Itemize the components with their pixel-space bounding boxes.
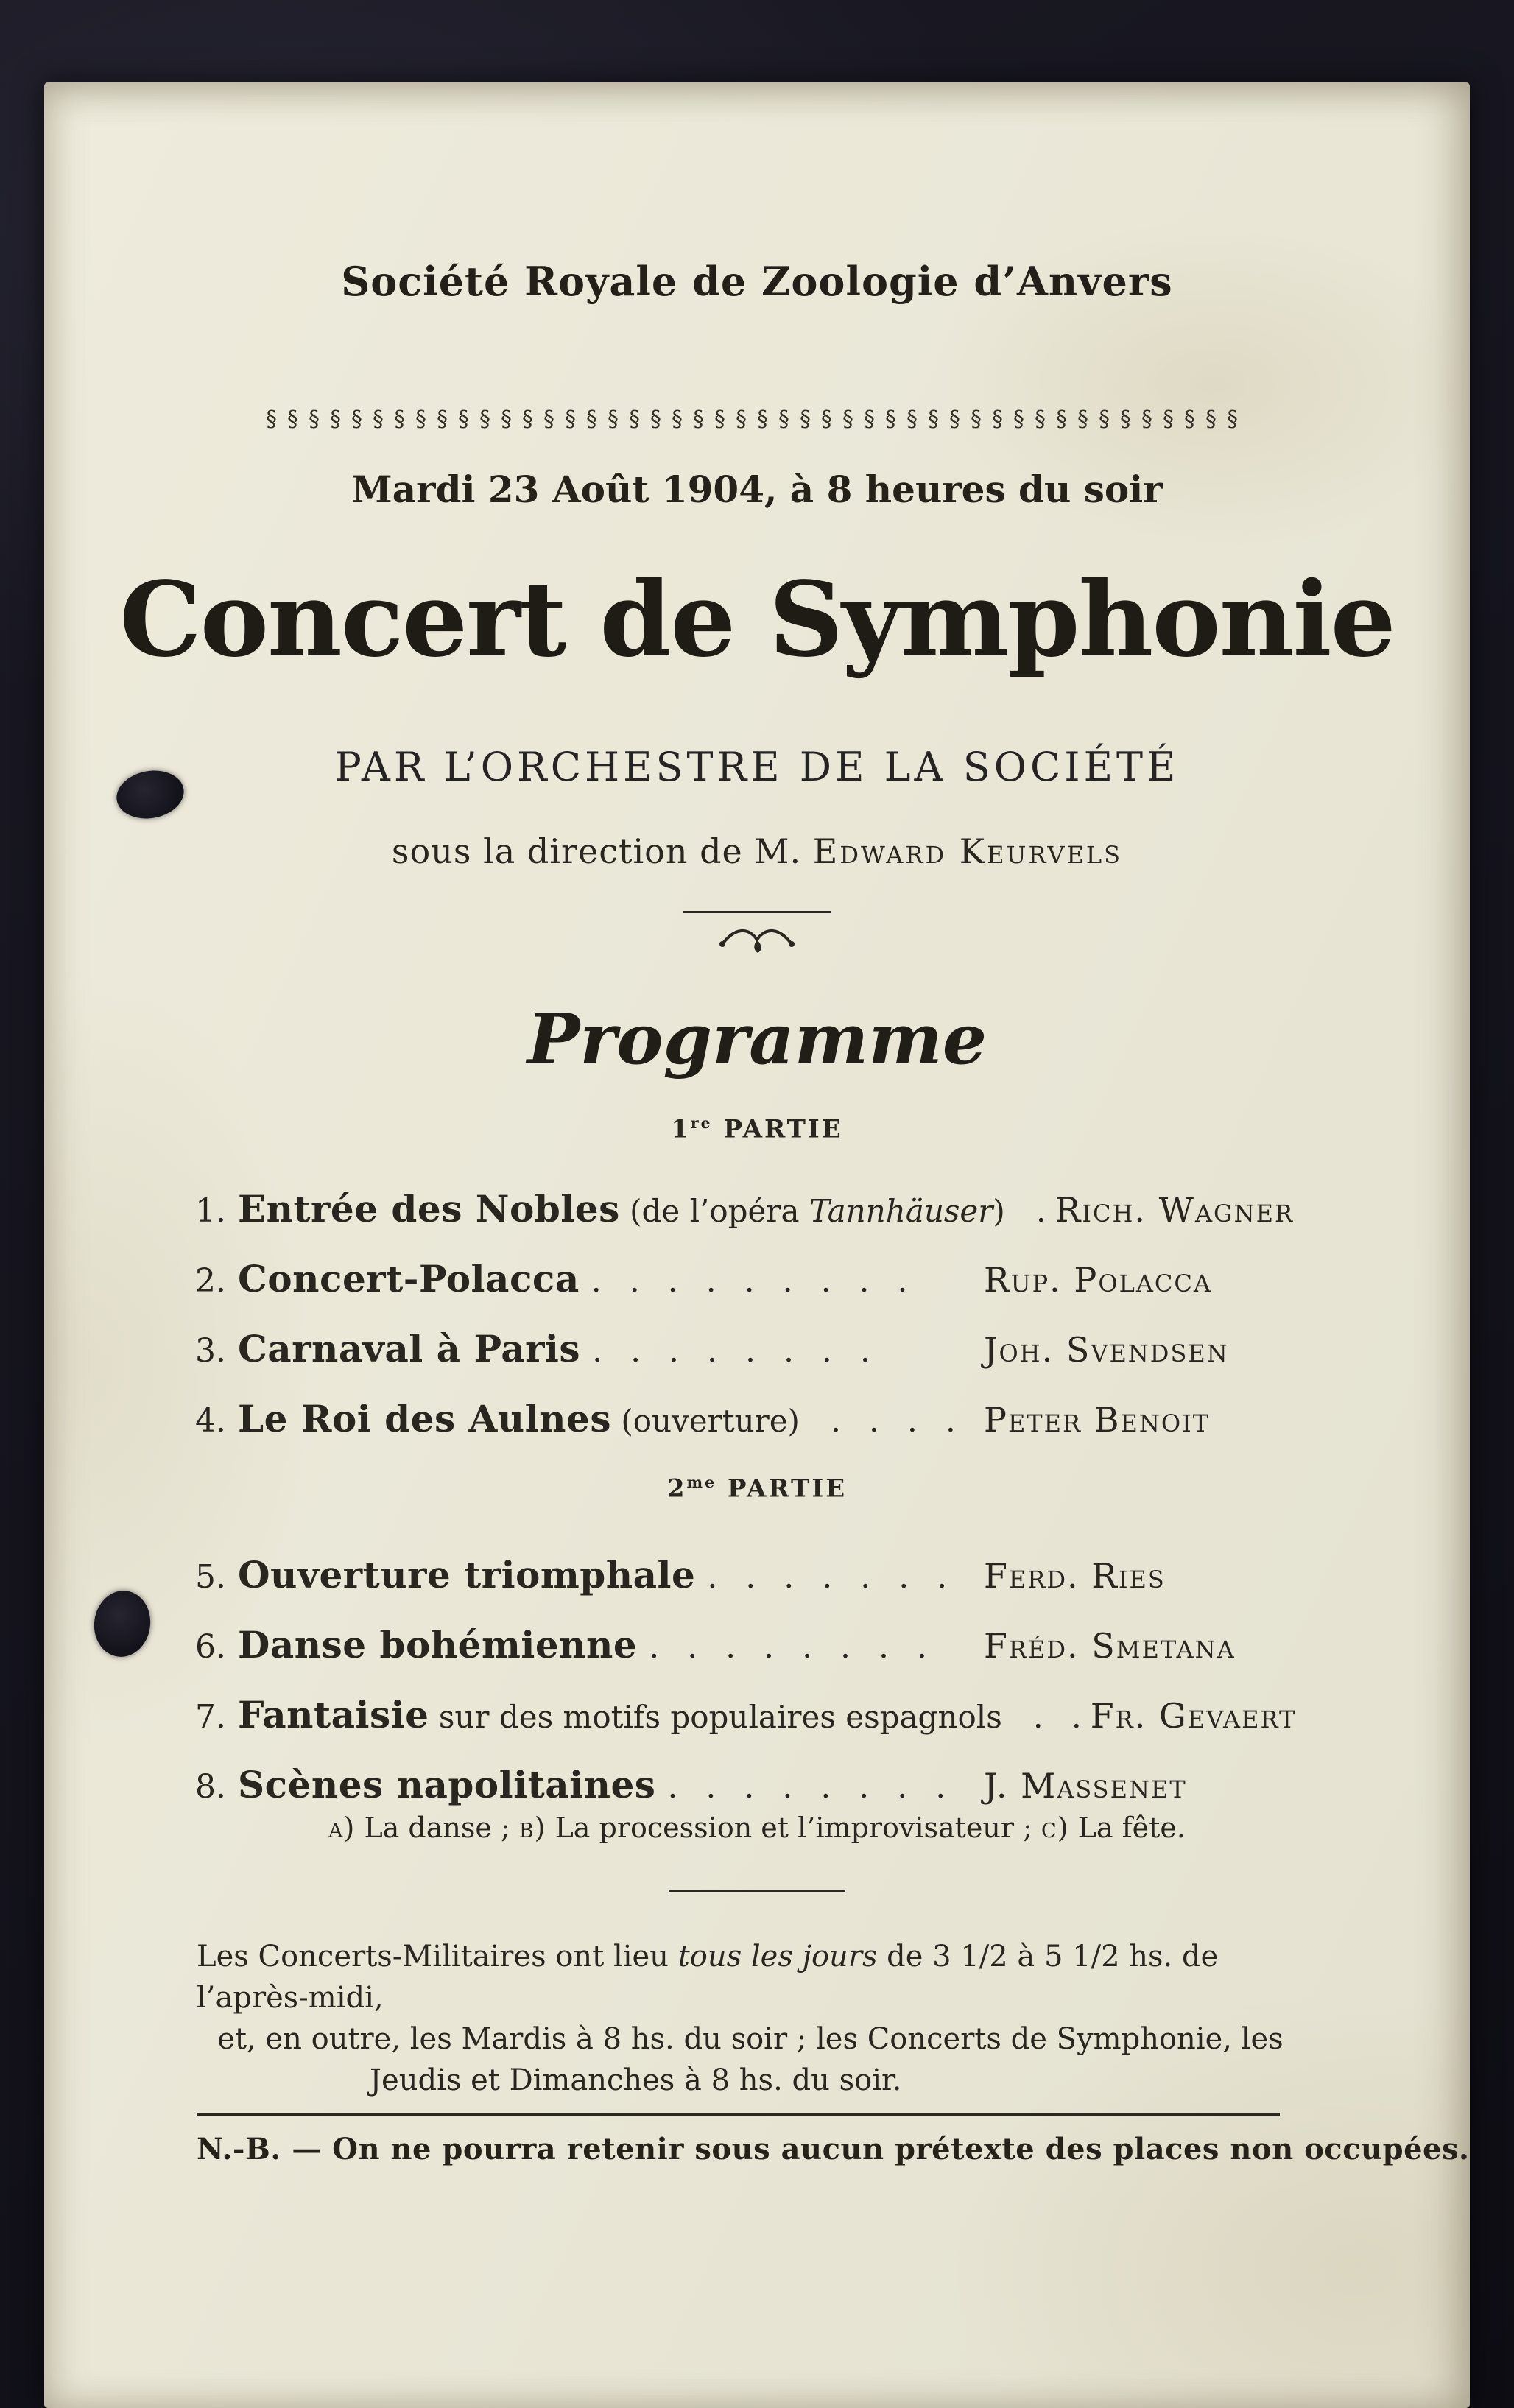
item-title: Carnaval à Paris <box>238 1327 581 1371</box>
note-italic: Tannhäuser <box>809 1193 993 1230</box>
item-title: Fantaisie <box>238 1692 429 1736</box>
event-date: Mardi 23 Août 1904, à 8 heures du soir <box>351 468 1163 511</box>
program-item <box>195 1764 1300 1809</box>
divider-rule <box>669 1890 845 1892</box>
part-1-number: 1 <box>671 1114 691 1144</box>
composer-name: Fréd. Smetana <box>984 1625 1236 1666</box>
dot-leader: . . . . . . . . <box>592 1332 879 1370</box>
movement-c-label: c) <box>1041 1811 1069 1844</box>
item-title-block <box>238 1694 1091 1739</box>
conductor-name: Edward Keurvels <box>812 831 1123 871</box>
note-line-2: et, en outre, les Mardis à 8 hs. du soir ; les Concerts de Symphonie, les <box>217 2021 1284 2056</box>
ornament-border: §§§§§§§§§§§§§§§§§§§§§§§§§§§§§§§§§§§§§§§§§§§§§§ <box>266 406 1248 432</box>
item-title-block <box>238 1328 984 1373</box>
item-title-block <box>238 1624 984 1669</box>
item-number: 3. <box>195 1332 226 1370</box>
note-post: ) <box>993 1193 1005 1230</box>
movement-a-text: La danse ; <box>355 1811 519 1844</box>
program-item <box>195 1188 1300 1233</box>
composer-name: Rup. Polacca <box>984 1260 1213 1300</box>
program-part-1-list <box>195 1188 1300 1443</box>
item-title: Concert-Polacca <box>238 1257 580 1301</box>
part-2-word: PARTIE <box>727 1474 848 1504</box>
part-2-ordinal: me <box>686 1474 717 1492</box>
item-note <box>611 1403 800 1439</box>
movement-b-label: b) <box>518 1811 546 1844</box>
item-title-block <box>238 1258 984 1303</box>
movement-c-text: La fête. <box>1068 1811 1186 1844</box>
conductor-line <box>44 831 1470 871</box>
item-number: 1. <box>195 1192 226 1231</box>
dot-leader: . . . . . . . . <box>667 1767 955 1806</box>
dot-leader: . . . . <box>811 1402 965 1440</box>
ink-blot <box>90 1587 155 1661</box>
program-item <box>195 1258 1300 1303</box>
program-part-2-list <box>195 1554 1300 1809</box>
program-item <box>195 1694 1300 1739</box>
note-line-1-post: de 3 1/2 à 5 1/2 hs. de l’après-midi, <box>197 1939 1219 2015</box>
movement-b-text: La procession et l’improvisateur ; <box>546 1811 1042 1844</box>
movement-a-label: a) <box>328 1811 356 1844</box>
item-title: Scènes napolitaines <box>238 1762 656 1806</box>
item-note <box>620 1193 1005 1229</box>
item-number: 8. <box>195 1767 226 1806</box>
composer-name: Ferd. Ries <box>984 1555 1166 1596</box>
program-item <box>195 1554 1300 1599</box>
note-line-1 <box>197 1936 1304 2018</box>
item-title-block <box>238 1188 1055 1233</box>
composer-name: J. Massenet <box>984 1765 1187 1806</box>
item-number: 7. <box>195 1697 226 1736</box>
item-note <box>429 1699 1001 1735</box>
note-pre: sur des motifs populaires espagnols <box>429 1698 1002 1735</box>
item-title: Le Roi des Aulnes <box>238 1397 611 1441</box>
orchestra-subtitle: PAR L’ORCHESTRE DE LA SOCIÉTÉ <box>334 744 1180 790</box>
military-concerts-note <box>197 1936 1304 2101</box>
program-page <box>44 82 1470 2408</box>
note-line-3: Jeudis et Dimanches à 8 hs. du soir. <box>370 2063 902 2097</box>
part-1-label <box>44 1114 1470 1144</box>
program-item <box>195 1328 1300 1373</box>
item-8-movements <box>44 1812 1470 1844</box>
item-number: 6. <box>195 1627 226 1666</box>
note-pre: (ouverture) <box>610 1403 800 1440</box>
composer-name: Fr. Gevaert <box>1090 1695 1297 1736</box>
part-2-number: 2 <box>666 1474 687 1504</box>
item-title: Ouverture triomphale <box>238 1552 696 1596</box>
society-title: Société Royale de Zoologie d’Anvers <box>341 258 1173 305</box>
item-title-block <box>238 1764 984 1809</box>
item-number: 2. <box>195 1262 226 1300</box>
composer-name: Rich. Wagner <box>1054 1190 1295 1231</box>
dot-leader: . . . . . . . . . <box>591 1262 917 1300</box>
divider-rule <box>197 2113 1280 2116</box>
item-number: 5. <box>195 1557 226 1596</box>
item-title-block <box>238 1554 984 1599</box>
page-title: Concert de Symphonie <box>119 560 1395 680</box>
divider-rule <box>683 911 831 913</box>
dot-leader: . . <box>1013 1697 1091 1736</box>
dot-leader: . . . . . . . <box>707 1557 957 1596</box>
composer-name: Peter Benoit <box>984 1400 1211 1440</box>
fleuron-ornament-icon <box>44 920 1470 959</box>
programme-heading: Programme <box>527 999 987 1080</box>
item-title: Danse bohémienne <box>238 1622 638 1666</box>
dot-leader: . <box>1016 1192 1055 1231</box>
part-2-label <box>44 1474 1470 1503</box>
program-item <box>195 1398 1300 1443</box>
note-line-1-italic: tous les jours <box>677 1939 878 1974</box>
composer-name: Joh. Svendsen <box>984 1330 1229 1370</box>
nota-bene: N.-B. — On ne pourra retenir sous aucun prétexte des places non occupées. <box>197 2131 1470 2166</box>
note-line-1-pre: Les Concerts-Militaires ont lieu <box>197 1939 678 1974</box>
item-title: Entrée des Nobles <box>238 1187 620 1231</box>
note-pre: (de l’opéra <box>619 1193 809 1230</box>
dot-leader: . . . . . . . . <box>649 1627 936 1666</box>
conductor-prefix: sous la direction de M. <box>391 831 813 871</box>
program-item <box>195 1624 1300 1669</box>
part-1-ordinal: re <box>690 1114 713 1132</box>
item-title-block <box>238 1398 984 1443</box>
item-number: 4. <box>195 1402 226 1440</box>
part-1-word: PARTIE <box>723 1114 843 1144</box>
